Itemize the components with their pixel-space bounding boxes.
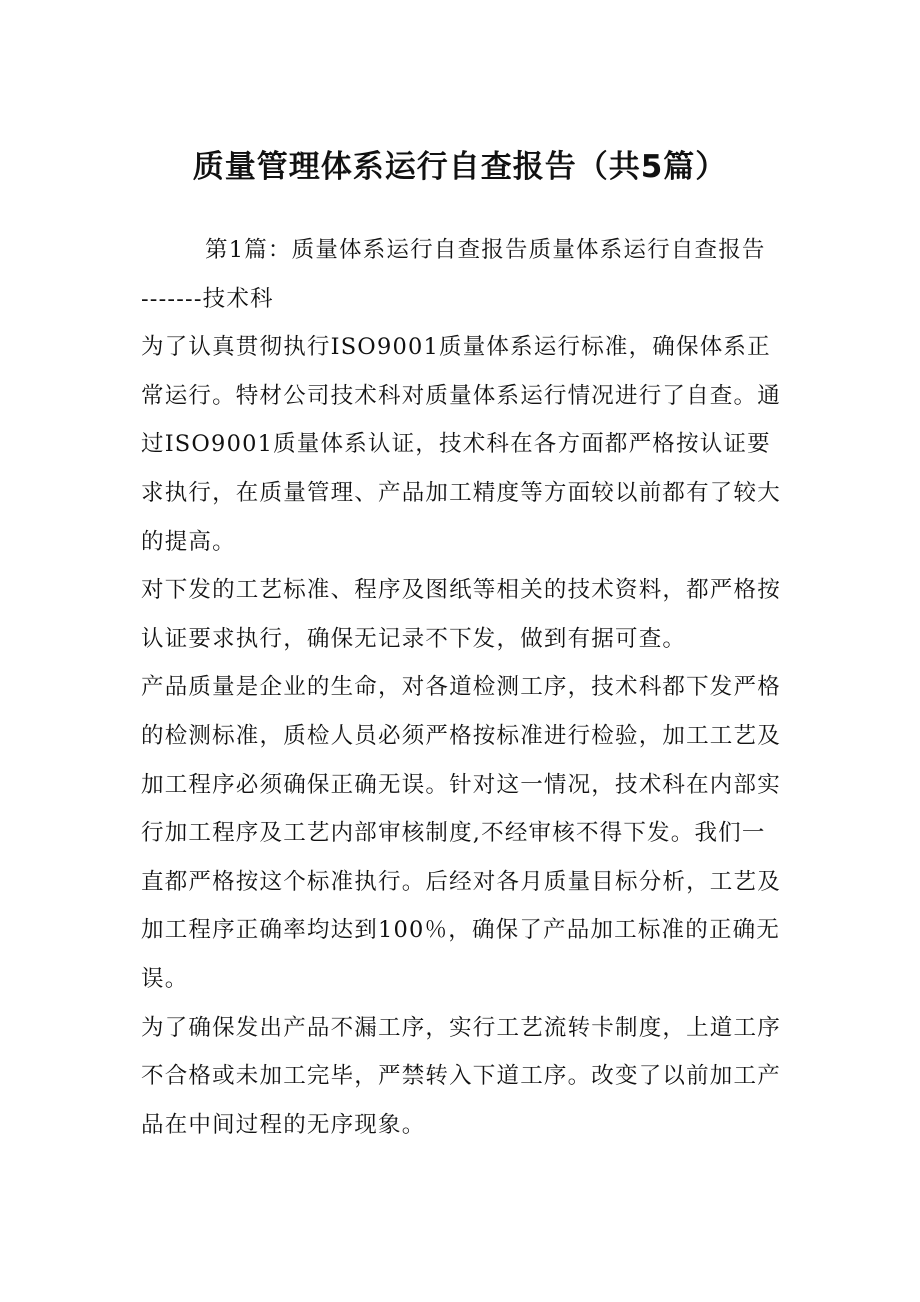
paragraph-chapter-heading: 第1篇：质量体系运行自查报告质量体系运行自查报告 xyxy=(205,237,766,263)
paragraph-body: 对下发的工艺标准、程序及图纸等相关的技术资料，都严格按认证要求执行，确保无记录不下发，做到有据可查。 xyxy=(141,577,781,652)
paragraph-body: 为了确保发出产品不漏工序，实行工艺流转卡制度，上道工序不合格或未加工完毕，严禁转入下道工序。改变了以前加工产品在中间过程的无序现象。 xyxy=(141,1014,781,1138)
paragraph-body: 产品质量是企业的生命，对各道检测工序，技术科都下发严格的检测标准，质检人员必须严格按标准进行检验，加工工艺及加工程序必须确保正确无误。针对这一情况，技术科在内部实行加工程序及工艺内部审核制度,不经审核不得下发。我们一直都严格按这个标准执行。后经对各月质量目标分析，工艺及加工程序正确率均达到100％，确保了产品加工标准的正确无误。 xyxy=(141,674,781,992)
document-title: 质量管理体系运行自查报告（共5篇） xyxy=(192,149,728,185)
paragraph-department: -------技术科 xyxy=(141,285,274,312)
paragraph-body: 为了认真贯彻执行ISO9001质量体系运行标准，确保体系正常运行。特材公司技术科对质量体系运行情况进行了自查。通过ISO9001质量体系认证，技术科在各方面都严格按认证要求执行，在质量管理、产品加工精度等方面较以前都有了较大的提高。 xyxy=(141,334,781,555)
document-body xyxy=(141,226,786,1149)
